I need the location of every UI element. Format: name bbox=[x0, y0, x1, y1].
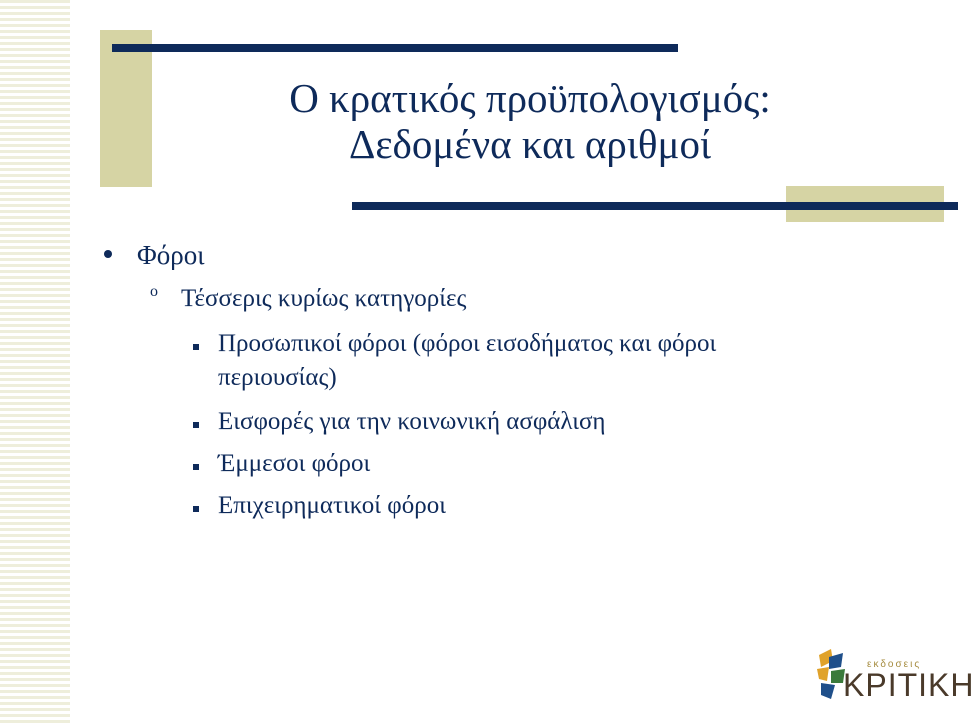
slide-title bbox=[150, 75, 910, 167]
navy-accent-bar-bottom bbox=[352, 202, 958, 210]
bullet-dot-icon bbox=[104, 250, 112, 258]
bullet-square-icon bbox=[193, 422, 199, 428]
publisher-logo-small-text: εκδοσεις bbox=[867, 659, 922, 670]
khaki-accent-block-left bbox=[100, 30, 152, 187]
navy-accent-bar-top bbox=[112, 44, 678, 52]
item-personal-taxes-line1: Προσωπικοί φόροι (φόροι εισοδήματος και φόροι bbox=[218, 330, 717, 357]
bullet-o-icon: o bbox=[150, 283, 158, 300]
level2-text: Τέσσερις κυρίως κατηγορίες bbox=[181, 285, 467, 312]
left-decorative-stripes bbox=[0, 0, 78, 725]
publisher-logo bbox=[815, 645, 974, 707]
bullet-square-icon bbox=[193, 506, 199, 512]
bullet-square-icon bbox=[193, 344, 199, 350]
item-social-insurance: Εισφορές για την κοινωνική ασφάλιση bbox=[218, 408, 606, 435]
item-business-taxes: Επιχειρηματικοί φόροι bbox=[218, 492, 446, 519]
level1-text: Φόροι bbox=[137, 240, 205, 270]
left-stripes-edge bbox=[70, 0, 78, 725]
item-personal-taxes-line2: περιουσίας) bbox=[218, 364, 337, 391]
slide-title-line-1: Ο κρατικός προϋπολογισμός: bbox=[289, 75, 771, 121]
publisher-logo-big-text: ΚΡΙΤΙΚΗ bbox=[843, 667, 974, 703]
bullet-square-icon bbox=[193, 464, 199, 470]
item-indirect-taxes: Έμμεσοι φόροι bbox=[218, 450, 371, 477]
slide-title-line-2: Δεδομένα και αριθμοί bbox=[348, 121, 712, 167]
